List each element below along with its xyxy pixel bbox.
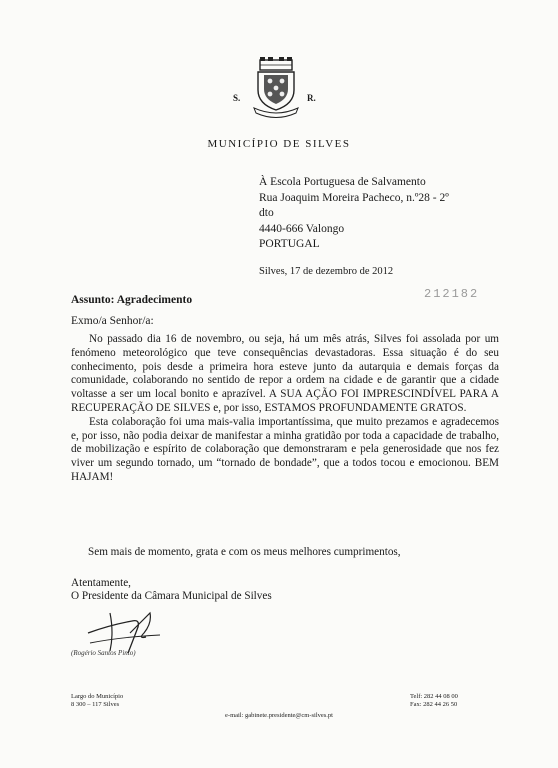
letter-body bbox=[71, 333, 499, 485]
crest-letter-left: S. bbox=[233, 93, 241, 103]
recipient-line: À Escola Portuguesa de Salvamento bbox=[259, 176, 426, 188]
registry-stamp: 212182 bbox=[424, 287, 480, 301]
signer-title: O Presidente da Câmara Municipal de Silves bbox=[71, 590, 272, 602]
municipal-crest-icon bbox=[244, 56, 308, 118]
footer-fax: Fax: 282 44 26 50 bbox=[410, 701, 458, 708]
footer-address bbox=[71, 693, 123, 709]
letter-date: Silves, 17 de dezembro de 2012 bbox=[259, 266, 394, 277]
body-paragraph: Esta colaboração foi uma mais-valia importantíssima, que muito prezamos e agradecemos e, por isso, não podia deixar de manifestar a minha gratidão por toda a capacidade de trabalho, de mobilização e espírito de colaboração que demonstraram e pela generosidade que nos fez viver um segundo tornado, um “tornado de bondade”, que a todos tocou e emocionou. BEM HAJAM! bbox=[71, 415, 499, 483]
organization-name: MUNICÍPIO DE SILVES bbox=[207, 138, 351, 150]
sign-off: Atentamente, bbox=[71, 577, 131, 589]
subject-line: Assunto: Agradecimento bbox=[71, 294, 193, 306]
recipient-line: Rua Joaquim Moreira Pacheco, n.º28 - 2º bbox=[259, 191, 449, 204]
crest-letter-right: R. bbox=[307, 93, 316, 103]
footer-contacts bbox=[410, 693, 458, 709]
footer-email: e-mail: gabinete.presidente@cm-silves.pt bbox=[225, 712, 333, 719]
body-paragraph: No passado dia 16 de novembro, ou seja, há um mês atrás, Silves foi assolada por um fenómeno meteorológico que teve consequências devastadoras. Essa situação é do seu conhecimento, pois desde a primeira hora esteve junto da autarquia e demais forças da comunidade, colaborando no sentido de repor a ordem na cidade e de garantir que a cidade voltasse a ser um local bonito e aprazível. A SUA AÇÃO FOI IMPRESCINDÍVEL PARA A RECUPERAÇÃO DE SILVES e, por isso, ESTAMOS PROFUNDAMENTE GRATOS. bbox=[71, 333, 499, 414]
closing-line: Sem mais de momento, grata e com os meus melhores cumprimentos, bbox=[88, 546, 401, 558]
recipient-line: 4440-666 Valongo bbox=[259, 222, 345, 235]
footer-phone: Telf: 282 44 08 00 bbox=[410, 693, 458, 700]
recipient-line: dto bbox=[259, 207, 274, 219]
footer-address-line: 8 300 – 117 Silves bbox=[71, 701, 120, 708]
signer-name: (Rogério Santos Pinto) bbox=[71, 649, 136, 657]
footer-address-line: Largo do Município bbox=[71, 693, 124, 700]
recipient-address bbox=[259, 175, 509, 253]
salutation: Exmo/a Senhor/a: bbox=[71, 315, 154, 327]
recipient-line: PORTUGAL bbox=[259, 238, 320, 250]
